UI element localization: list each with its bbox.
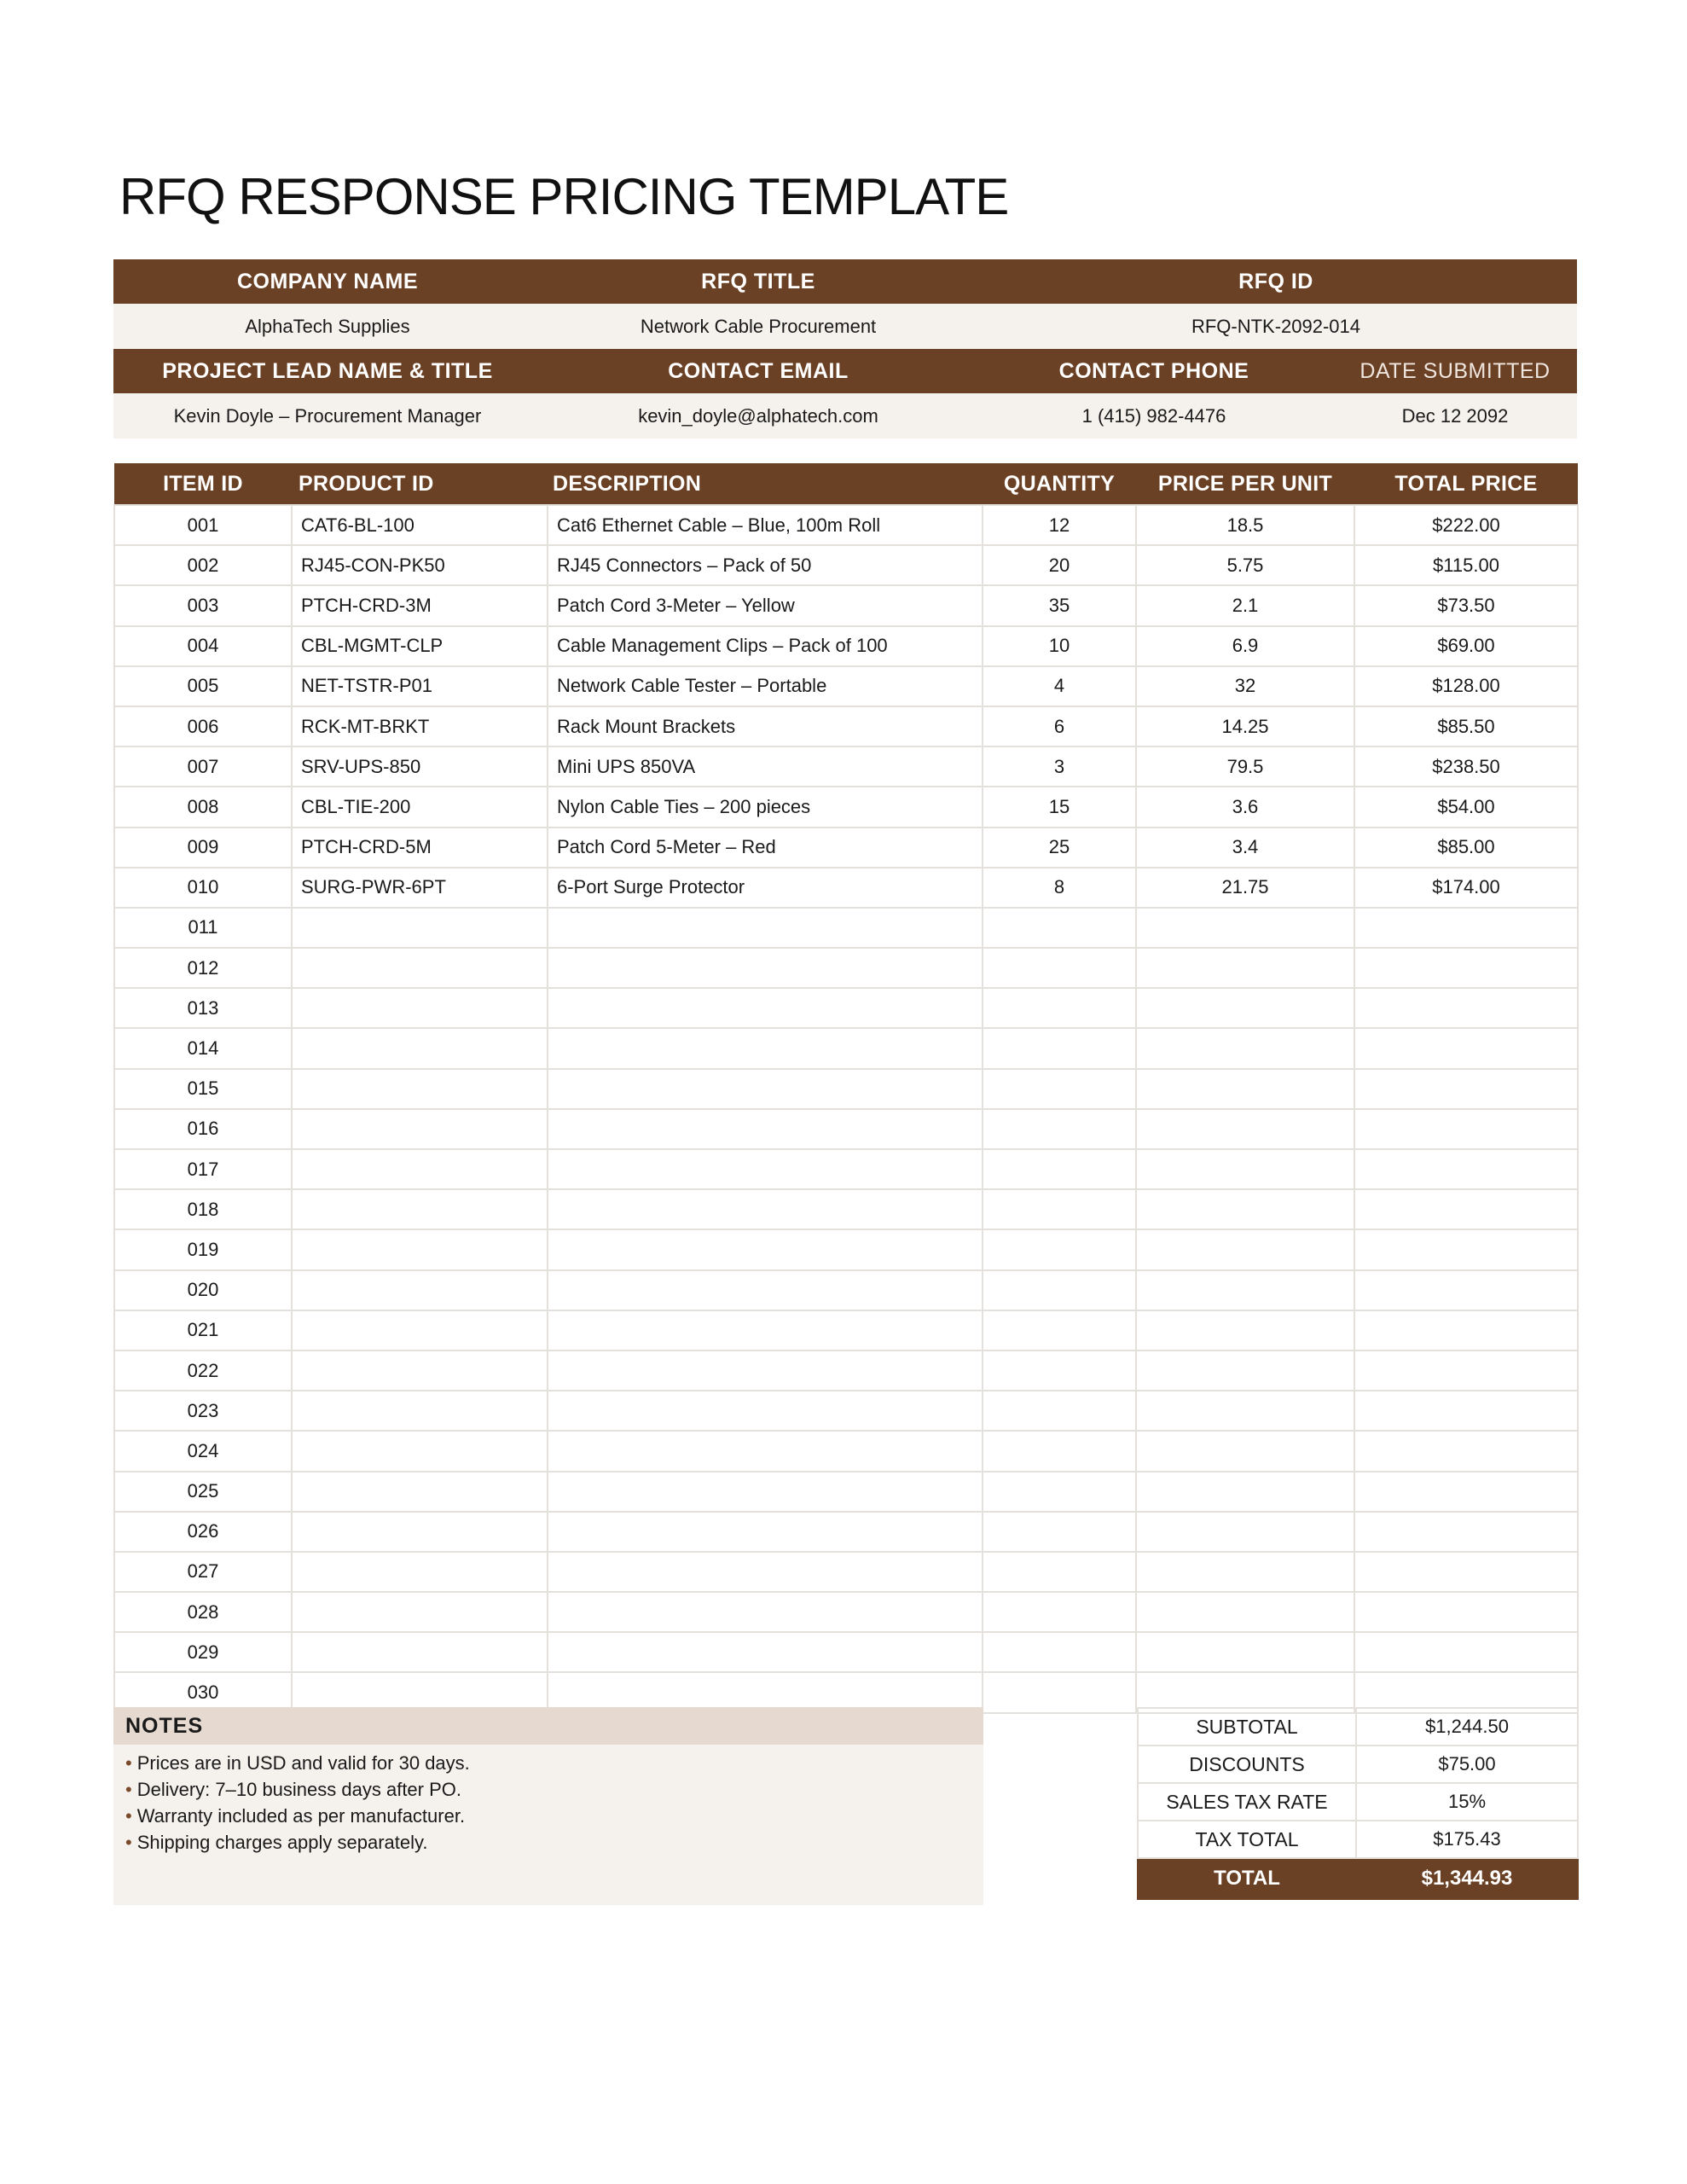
product-id-cell[interactable] [292,1512,548,1552]
item-id-cell: 029 [114,1632,292,1672]
col-header-description: DESCRIPTION [548,463,983,505]
item-id-cell: 011 [114,908,292,948]
date-submitted-value[interactable]: Dec 12 2092 [1401,404,1509,427]
info-header-row-1 [113,259,1577,304]
quantity-cell[interactable] [983,1149,1136,1189]
total-price-cell[interactable]: $73.50 [1354,585,1578,625]
item-id-cell: 023 [114,1391,292,1431]
item-id-cell: 009 [114,828,292,868]
item-id-cell: 003 [114,585,292,625]
price-per-unit-cell[interactable] [1136,1028,1354,1068]
quantity-cell[interactable]: 10 [983,626,1136,666]
price-per-unit-cell[interactable] [1136,1350,1354,1391]
product-id-cell[interactable] [292,1149,548,1189]
quantity-cell[interactable]: 15 [983,787,1136,827]
discounts-value[interactable]: $75.00 [1356,1745,1578,1783]
col-header-price-per-unit: PRICE PER UNIT [1136,463,1354,505]
item-id-cell: 008 [114,787,292,827]
total-price-cell[interactable] [1354,908,1578,948]
product-id-cell[interactable] [292,1109,548,1149]
project-lead-value[interactable]: Kevin Doyle – Procurement Manager [173,404,482,427]
item-id-cell: 028 [114,1592,292,1632]
description-cell[interactable] [548,1391,983,1431]
item-id-cell: 010 [114,868,292,908]
total-price-cell[interactable] [1354,948,1578,988]
note-text: Shipping charges apply separately. [136,1832,428,1853]
quantity-cell[interactable] [983,1028,1136,1068]
quantity-cell[interactable] [983,1270,1136,1310]
description-cell[interactable] [548,1472,983,1512]
grand-total-value[interactable]: $1,344.93 [1356,1858,1578,1899]
item-id-cell: 030 [114,1672,292,1712]
table-row [114,1069,1578,1109]
item-id-cell: 013 [114,988,292,1028]
tax-rate-row [1138,1783,1578,1821]
total-price-cell[interactable] [1354,1552,1578,1592]
product-id-cell[interactable] [292,1028,548,1068]
product-id-cell[interactable]: SRV-UPS-850 [292,746,548,787]
total-price-cell[interactable] [1354,1592,1578,1632]
tax-total-label: TAX TOTAL [1138,1821,1356,1858]
table-row [114,545,1578,585]
quantity-cell[interactable] [983,1310,1136,1350]
description-cell[interactable]: Patch Cord 5-Meter – Red [548,828,983,868]
table-row [114,1229,1578,1269]
table-row [114,908,1578,948]
table-row [114,746,1578,787]
product-id-cell[interactable] [292,988,548,1028]
table-row [114,1310,1578,1350]
price-per-unit-cell[interactable]: 79.5 [1136,746,1354,787]
description-cell[interactable]: Patch Cord 3-Meter – Yellow [548,585,983,625]
item-id-cell: 012 [114,948,292,988]
tax-total-value[interactable]: $175.43 [1356,1821,1578,1858]
quantity-cell[interactable] [983,1189,1136,1229]
total-price-cell[interactable] [1354,1350,1578,1391]
discounts-label: DISCOUNTS [1138,1745,1356,1783]
description-cell[interactable]: Rack Mount Brackets [548,706,983,746]
item-id-cell: 017 [114,1149,292,1189]
product-id-cell[interactable] [292,1431,548,1471]
item-id-cell: 020 [114,1270,292,1310]
description-cell[interactable] [548,1189,983,1229]
bullet-icon: • [125,1832,132,1853]
product-id-cell[interactable] [292,1592,548,1632]
subtotal-row [1138,1708,1578,1745]
total-price-cell[interactable] [1354,1149,1578,1189]
table-row [114,585,1578,625]
description-cell[interactable] [548,1512,983,1552]
price-per-unit-cell[interactable]: 6.9 [1136,626,1354,666]
quantity-cell[interactable] [983,1391,1136,1431]
total-price-cell[interactable] [1354,1472,1578,1512]
quantity-cell[interactable]: 3 [983,746,1136,787]
quantity-cell[interactable]: 8 [983,868,1136,908]
product-id-cell[interactable] [292,1472,548,1512]
grand-total-label: TOTAL [1138,1858,1356,1899]
total-price-cell[interactable] [1354,1229,1578,1269]
table-row [114,988,1578,1028]
table-row [114,1552,1578,1592]
description-cell[interactable]: 6-Port Surge Protector [548,868,983,908]
quantity-cell[interactable] [983,1109,1136,1149]
items-header-row [114,463,1578,505]
total-price-cell[interactable] [1354,1270,1578,1310]
item-id-cell: 024 [114,1431,292,1471]
description-cell[interactable] [548,1229,983,1269]
product-id-cell[interactable] [292,1270,548,1310]
table-row [114,1512,1578,1552]
quantity-cell[interactable] [983,1632,1136,1672]
product-id-cell[interactable]: NET-TSTR-P01 [292,666,548,706]
table-row [114,1350,1578,1391]
product-id-cell[interactable] [292,1069,548,1109]
price-per-unit-cell[interactable]: 2.1 [1136,585,1354,625]
description-cell[interactable] [548,1552,983,1592]
product-id-cell[interactable] [292,1632,548,1672]
description-cell[interactable] [548,1270,983,1310]
table-row [114,948,1578,988]
price-per-unit-cell[interactable] [1136,1270,1354,1310]
price-per-unit-cell[interactable] [1136,948,1354,988]
description-cell[interactable] [548,948,983,988]
product-id-cell[interactable]: SURG-PWR-6PT [292,868,548,908]
total-price-cell[interactable]: $85.00 [1354,828,1578,868]
item-id-cell: 022 [114,1350,292,1391]
subtotal-value[interactable]: $1,244.50 [1356,1708,1578,1745]
price-per-unit-cell[interactable] [1136,1552,1354,1592]
note-item[interactable] [125,1776,983,1803]
price-per-unit-cell[interactable] [1136,1310,1354,1350]
total-price-cell[interactable]: $238.50 [1354,746,1578,787]
note-text: Warranty included as per manufacturer. [136,1805,466,1827]
price-per-unit-cell[interactable]: 18.5 [1136,505,1354,545]
description-cell[interactable]: Network Cable Tester – Portable [548,666,983,706]
note-text: Delivery: 7–10 business days after PO. [136,1779,461,1800]
product-id-cell[interactable] [292,1310,548,1350]
table-row [114,1109,1578,1149]
date-submitted-label: DATE SUBMITTED [1359,358,1551,383]
total-price-cell[interactable] [1354,1632,1578,1672]
product-id-cell[interactable]: CBL-TIE-200 [292,787,548,827]
notes-list [113,1750,983,1856]
note-text: Prices are in USD and valid for 30 days. [136,1752,470,1774]
quantity-cell[interactable] [983,988,1136,1028]
total-price-cell[interactable]: $128.00 [1354,666,1578,706]
quantity-cell[interactable] [983,948,1136,988]
item-id-cell: 004 [114,626,292,666]
product-id-cell[interactable] [292,908,548,948]
product-id-cell[interactable]: PTCH-CRD-3M [292,585,548,625]
quantity-cell[interactable] [983,1431,1136,1471]
items-body [114,505,1578,1713]
item-id-cell: 005 [114,666,292,706]
product-id-cell[interactable] [292,1391,548,1431]
price-per-unit-cell[interactable] [1136,1229,1354,1269]
item-id-cell: 015 [114,1069,292,1109]
rfq-id-value[interactable]: RFQ-NTK-2092-014 [1191,315,1361,337]
info-header-row-2 [113,349,1577,393]
item-id-cell: 019 [114,1229,292,1269]
description-cell[interactable]: Mini UPS 850VA [548,746,983,787]
bullet-icon: • [125,1752,132,1774]
item-id-cell: 006 [114,706,292,746]
price-per-unit-cell[interactable] [1136,1592,1354,1632]
description-cell[interactable] [548,1028,983,1068]
notes-heading: NOTES [113,1707,983,1745]
contact-email-label: CONTACT EMAIL [668,358,849,383]
product-id-cell[interactable] [292,1229,548,1269]
total-price-cell[interactable]: $69.00 [1354,626,1578,666]
table-row [114,706,1578,746]
description-cell[interactable] [548,1109,983,1149]
description-cell[interactable] [548,1310,983,1350]
table-row [114,787,1578,827]
description-cell[interactable] [548,1592,983,1632]
bullet-icon: • [125,1805,132,1827]
item-id-cell: 016 [114,1109,292,1149]
note-item[interactable] [125,1829,983,1856]
description-cell[interactable]: Cable Management Clips – Pack of 100 [548,626,983,666]
items-table [113,463,1579,1714]
item-id-cell: 014 [114,1028,292,1068]
rfq-title-label: RFQ TITLE [701,269,815,293]
company-name-value[interactable]: AlphaTech Supplies [245,315,410,337]
document-title: RFQ RESPONSE PRICING TEMPLATE [119,168,1009,225]
table-row [114,626,1578,666]
total-price-cell[interactable]: $54.00 [1354,787,1578,827]
table-row [114,505,1578,545]
item-id-cell: 021 [114,1310,292,1350]
contact-phone-value[interactable]: 1 (415) 982-4476 [1081,404,1226,427]
table-row [114,1149,1578,1189]
price-per-unit-cell[interactable] [1136,1431,1354,1471]
totals-table [1137,1707,1579,1900]
description-cell[interactable] [548,1632,983,1672]
description-cell[interactable] [548,908,983,948]
price-per-unit-cell[interactable]: 3.6 [1136,787,1354,827]
total-price-cell[interactable] [1354,1431,1578,1471]
quantity-cell[interactable]: 20 [983,545,1136,585]
table-row [114,1592,1578,1632]
col-header-total-price: TOTAL PRICE [1354,463,1578,505]
product-id-cell[interactable]: CAT6-BL-100 [292,505,548,545]
price-per-unit-cell[interactable] [1136,1472,1354,1512]
price-per-unit-cell[interactable] [1136,1632,1354,1672]
table-row [114,1391,1578,1431]
product-id-cell[interactable] [292,948,548,988]
quantity-cell[interactable] [983,908,1136,948]
total-price-cell[interactable]: $85.50 [1354,706,1578,746]
product-id-cell[interactable]: RJ45-CON-PK50 [292,545,548,585]
quantity-cell[interactable] [983,1672,1136,1712]
table-row [114,1431,1578,1471]
contact-email-value[interactable]: kevin_doyle@alphatech.com [638,404,878,427]
subtotal-label: SUBTOTAL [1138,1708,1356,1745]
quantity-cell[interactable]: 35 [983,585,1136,625]
price-per-unit-cell[interactable] [1136,1149,1354,1189]
table-row [114,1472,1578,1512]
description-cell[interactable]: RJ45 Connectors – Pack of 50 [548,545,983,585]
table-row [114,1028,1578,1068]
item-id-cell: 001 [114,505,292,545]
description-cell[interactable] [548,1350,983,1391]
note-item[interactable] [125,1803,983,1829]
table-row [114,1270,1578,1310]
quantity-cell[interactable]: 25 [983,828,1136,868]
table-row [114,666,1578,706]
quantity-cell[interactable] [983,1069,1136,1109]
price-per-unit-cell[interactable]: 5.75 [1136,545,1354,585]
tax-rate-label: SALES TAX RATE [1138,1783,1356,1821]
product-id-cell[interactable]: RCK-MT-BRKT [292,706,548,746]
price-per-unit-cell[interactable]: 14.25 [1136,706,1354,746]
quantity-cell[interactable]: 6 [983,706,1136,746]
item-id-cell: 025 [114,1472,292,1512]
total-price-cell[interactable] [1354,1028,1578,1068]
price-per-unit-cell[interactable] [1136,908,1354,948]
tax-total-row [1138,1821,1578,1858]
total-price-cell[interactable]: $222.00 [1354,505,1578,545]
price-per-unit-cell[interactable]: 3.4 [1136,828,1354,868]
total-price-cell[interactable] [1354,1069,1578,1109]
price-per-unit-cell[interactable] [1136,1391,1354,1431]
quantity-cell[interactable] [983,1592,1136,1632]
table-row [114,1632,1578,1672]
item-id-cell: 002 [114,545,292,585]
total-price-cell[interactable]: $115.00 [1354,545,1578,585]
table-row [114,1189,1578,1229]
price-per-unit-cell[interactable] [1136,1189,1354,1229]
total-price-cell[interactable] [1354,1512,1578,1552]
price-per-unit-cell[interactable]: 32 [1136,666,1354,706]
info-value-row-2 [113,393,1577,439]
quantity-cell[interactable] [983,1552,1136,1592]
quantity-cell[interactable]: 12 [983,505,1136,545]
quantity-cell[interactable]: 4 [983,666,1136,706]
product-id-cell[interactable] [292,1350,548,1391]
product-id-cell[interactable] [292,1189,548,1229]
quantity-cell[interactable] [983,1472,1136,1512]
description-cell[interactable]: Cat6 Ethernet Cable – Blue, 100m Roll [548,505,983,545]
price-per-unit-cell[interactable] [1136,1109,1354,1149]
grand-total-row [1138,1858,1578,1899]
total-price-cell[interactable] [1354,1109,1578,1149]
notes-panel [113,1707,983,1905]
quantity-cell[interactable] [983,1350,1136,1391]
product-id-cell[interactable]: PTCH-CRD-5M [292,828,548,868]
total-price-cell[interactable] [1354,1189,1578,1229]
description-cell[interactable] [548,1069,983,1109]
col-header-item-id: ITEM ID [114,463,292,505]
description-cell[interactable] [548,988,983,1028]
price-per-unit-cell[interactable] [1136,1512,1354,1552]
price-per-unit-cell[interactable] [1136,988,1354,1028]
table-row [114,868,1578,908]
rfq-id-label: RFQ ID [1238,269,1313,293]
col-header-product-id: PRODUCT ID [292,463,548,505]
description-cell[interactable]: Nylon Cable Ties – 200 pieces [548,787,983,827]
discounts-row [1138,1745,1578,1783]
total-price-cell[interactable] [1354,988,1578,1028]
table-row [114,828,1578,868]
total-price-cell[interactable]: $174.00 [1354,868,1578,908]
description-cell[interactable] [548,1431,983,1471]
col-header-quantity: QUANTITY [983,463,1136,505]
product-id-cell[interactable] [292,1552,548,1592]
note-item[interactable] [125,1750,983,1776]
price-per-unit-cell[interactable] [1136,1069,1354,1109]
info-value-row-1 [113,304,1577,349]
price-per-unit-cell[interactable]: 21.75 [1136,868,1354,908]
quantity-cell[interactable] [983,1512,1136,1552]
rfq-info-block [113,259,1577,439]
bullet-icon: • [125,1779,132,1800]
item-id-cell: 007 [114,746,292,787]
total-price-cell[interactable] [1354,1310,1578,1350]
company-name-label: COMPANY NAME [236,269,419,293]
rfq-title-value[interactable]: Network Cable Procurement [640,315,877,337]
description-cell[interactable] [548,1149,983,1189]
total-price-cell[interactable] [1354,1391,1578,1431]
quantity-cell[interactable] [983,1229,1136,1269]
item-id-cell: 018 [114,1189,292,1229]
product-id-cell[interactable]: CBL-MGMT-CLP [292,626,548,666]
project-lead-label: PROJECT LEAD NAME & TITLE [162,358,493,383]
contact-phone-label: CONTACT PHONE [1058,358,1249,383]
item-id-cell: 027 [114,1552,292,1592]
item-id-cell: 026 [114,1512,292,1552]
tax-rate-value[interactable]: 15% [1356,1783,1578,1821]
